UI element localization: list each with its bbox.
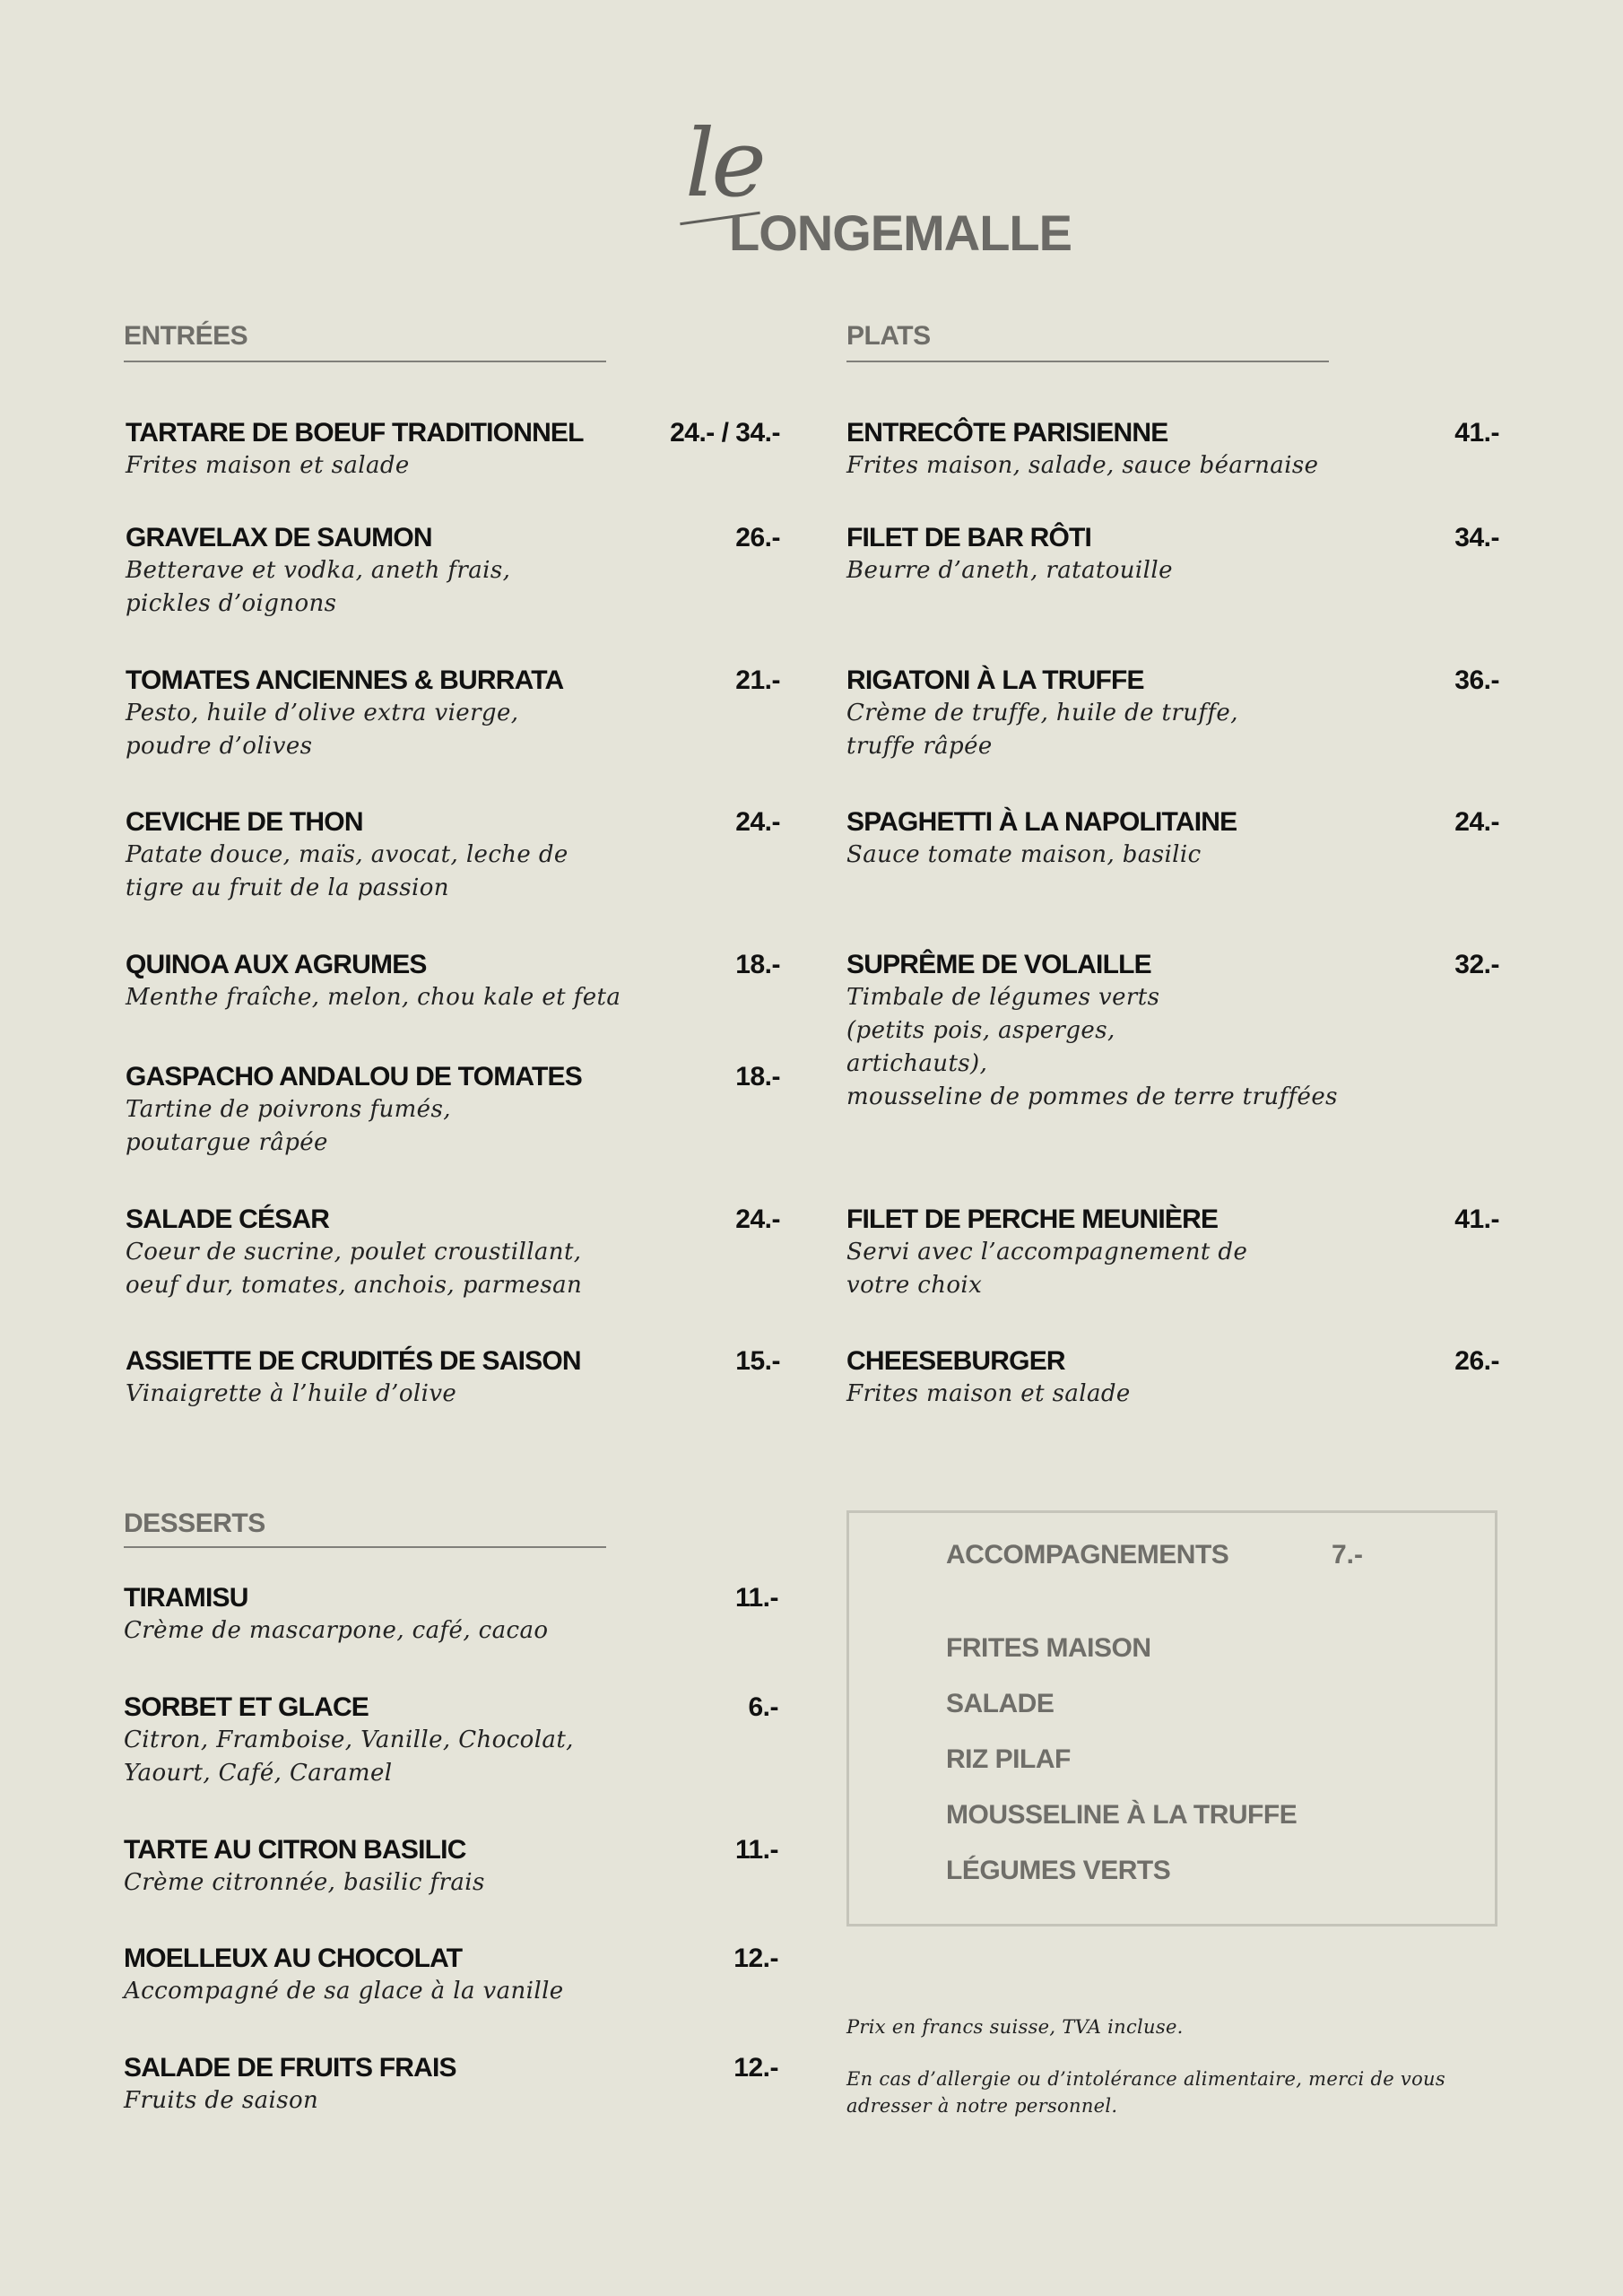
item-description: Patate douce, maïs, avocat, leche de tigre au fruit de la passion: [126, 841, 568, 901]
item-name: SALADE DE FRUITS FRAIS: [124, 2053, 456, 2083]
item-name: TARTARE DE BOEUF TRADITIONNEL: [126, 418, 584, 448]
item-description: Citron, Framboise, Vanille, Chocolat, Yaourt, Café, Caramel: [124, 1726, 574, 1787]
section-title-entrees: ENTRÉES: [124, 321, 248, 351]
item-name: SALADE CÉSAR: [126, 1205, 330, 1234]
item-description: Coeur de sucrine, poulet croustillant, oeuf dur, tomates, anchois, parmesan: [126, 1239, 583, 1299]
restaurant-logo: [681, 109, 1072, 269]
accompagnements-title: ACCOMPAGNEMENTS: [946, 1540, 1229, 1570]
item-description: Accompagné de sa glace à la vanille: [124, 1978, 564, 2005]
item-name: RIGATONI À LA TRUFFE: [846, 665, 1144, 695]
item-description: Timbale de légumes verts (petits pois, asperges, artichauts), mousseline de pommes de terre truffées: [846, 984, 1338, 1110]
item-name: SPAGHETTI À LA NAPOLITAINE: [846, 807, 1237, 837]
item-price: 34.-: [1454, 523, 1499, 552]
section-rule-desserts: [124, 1546, 606, 1548]
accompagnement-item: SALADE: [946, 1689, 1055, 1718]
item-name: GRAVELAX DE SAUMON: [126, 523, 432, 552]
accompagnements-list: [946, 1621, 1297, 1899]
menu-item: [124, 1582, 778, 1648]
menu-item: [846, 1204, 1499, 1302]
item-description: Beurre d’aneth, ratatouille: [846, 557, 1173, 584]
item-price: 6.-: [748, 1692, 778, 1722]
menu-item: [124, 1943, 778, 2008]
item-description: Frites maison et salade: [846, 1380, 1131, 1407]
menu-item: [124, 1834, 778, 1900]
section-rule-plats: [846, 361, 1329, 362]
menu-item: [126, 1061, 780, 1160]
item-name: ASSIETTE DE CRUDITÉS DE SAISON: [126, 1346, 581, 1376]
menu-item: [126, 665, 780, 763]
item-price: 15.-: [735, 1346, 780, 1376]
menu-item: [126, 417, 780, 483]
menu-item: [126, 806, 780, 905]
menu-item: [846, 949, 1499, 1114]
accompagnement-item: MOUSSELINE À LA TRUFFE: [946, 1800, 1298, 1830]
item-name: GASPACHO ANDALOU DE TOMATES: [126, 1062, 582, 1091]
item-price: 24.-: [735, 807, 780, 837]
menu-item: [126, 949, 780, 1014]
item-price: 24.-: [1454, 807, 1499, 837]
logo-script: le: [685, 109, 763, 218]
item-name: TARTE AU CITRON BASILIC: [124, 1835, 466, 1865]
item-price: 36.-: [1454, 665, 1499, 695]
section-rule-entrees: [124, 361, 606, 362]
section-title-plats: PLATS: [846, 321, 931, 351]
item-description: Betterave et vodka, aneth frais, pickles d’oignons: [126, 557, 511, 617]
item-description: Fruits de saison: [124, 2087, 319, 2114]
menu-item: [126, 522, 780, 621]
item-name: SUPRÊME DE VOLAILLE: [846, 950, 1151, 979]
item-price: 24.- / 34.-: [670, 418, 780, 448]
item-price: 32.-: [1454, 950, 1499, 979]
item-description: Vinaigrette à l’huile d’olive: [126, 1380, 457, 1407]
item-name: FILET DE BAR RÔTI: [846, 523, 1092, 552]
item-price: 41.-: [1454, 418, 1499, 448]
item-name: FILET DE PERCHE MEUNIÈRE: [846, 1205, 1219, 1234]
item-price: 26.-: [735, 523, 780, 552]
item-price: 18.-: [735, 950, 780, 979]
menu-item: [124, 1692, 778, 1790]
item-price: 21.-: [735, 665, 780, 695]
item-description: Tartine de poivrons fumés, poutargue râpée: [126, 1096, 451, 1156]
accompagnements-box: [846, 1510, 1497, 1926]
price-note: Prix en francs suisse, TVA incluse.: [846, 2016, 1184, 2038]
item-price: 18.-: [735, 1062, 780, 1091]
menu-item: [126, 1345, 780, 1411]
item-price: 11.-: [734, 1835, 778, 1865]
item-price: 24.-: [735, 1205, 780, 1234]
item-description: Pesto, huile d’olive extra vierge, poudre d’olives: [126, 700, 519, 760]
item-price: 11.-: [734, 1583, 778, 1613]
accompagnement-item: LÉGUMES VERTS: [946, 1856, 1171, 1885]
item-price: 12.-: [733, 1944, 778, 1973]
item-description: Frites maison, salade, sauce béarnaise: [846, 452, 1319, 479]
item-name: CEVICHE DE THON: [126, 807, 363, 837]
item-description: Sauce tomate maison, basilic: [846, 841, 1202, 868]
item-name: TIRAMISU: [124, 1583, 248, 1613]
item-description: Servi avec l’accompagnement de votre choix: [846, 1239, 1248, 1299]
item-description: Crème citronnée, basilic frais: [124, 1869, 485, 1896]
accompagnement-item: FRITES MAISON: [946, 1633, 1151, 1663]
menu-item: [126, 1204, 780, 1302]
accompagnements-price: 7.-: [1332, 1540, 1364, 1570]
item-name: ENTRECÔTE PARISIENNE: [846, 418, 1168, 448]
menu-item: [846, 1345, 1499, 1411]
item-price: 41.-: [1454, 1205, 1499, 1234]
item-price: 12.-: [733, 2053, 778, 2083]
section-title-desserts: DESSERTS: [124, 1509, 265, 1538]
item-description: Crème de mascarpone, café, cacao: [124, 1617, 549, 1644]
menu-item: [846, 806, 1499, 872]
item-description: Menthe fraîche, melon, chou kale et feta: [126, 984, 621, 1011]
item-name: QUINOA AUX AGRUMES: [126, 950, 427, 979]
accompagnement-item: RIZ PILAF: [946, 1744, 1071, 1774]
item-name: SORBET ET GLACE: [124, 1692, 369, 1722]
item-description: Crème de truffe, huile de truffe, truffe râpée: [846, 700, 1238, 760]
item-name: TOMATES ANCIENNES & BURRATA: [126, 665, 564, 695]
menu-item: [846, 522, 1499, 587]
item-price: 26.-: [1454, 1346, 1499, 1376]
allergy-note: En cas d’allergie ou d’intolérance alimentaire, merci de vous adresser à notre personnel.: [846, 2068, 1445, 2117]
item-description: Frites maison et salade: [126, 452, 410, 479]
item-name: MOELLEUX AU CHOCOLAT: [124, 1944, 463, 1973]
menu-item: [846, 665, 1499, 763]
item-name: CHEESEBURGER: [846, 1346, 1065, 1376]
menu-item: [124, 2052, 778, 2118]
logo-wordmark: LONGEMALLE: [729, 204, 1072, 261]
menu-item: [846, 417, 1499, 483]
